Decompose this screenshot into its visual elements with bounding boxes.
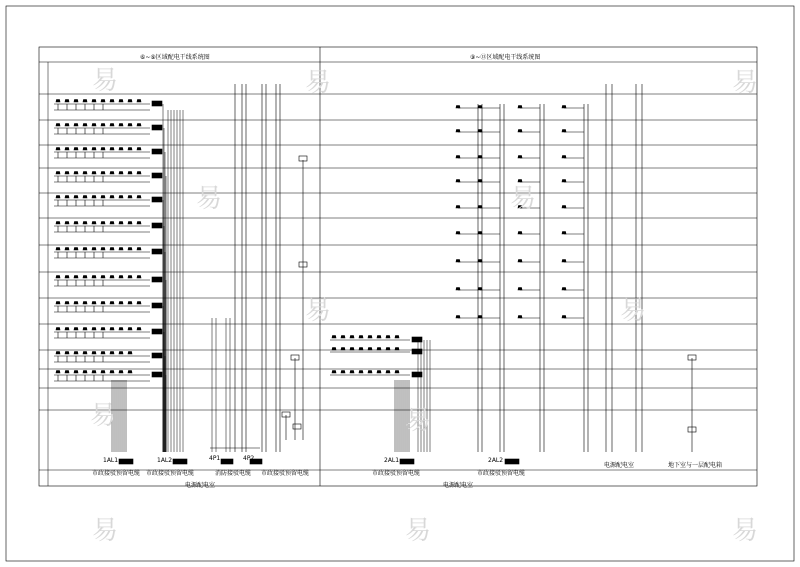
watermark-9: 易: [92, 516, 119, 546]
breaker-symbol: [74, 302, 78, 305]
breaker-symbol: [56, 172, 60, 175]
breaker-symbol: [74, 328, 78, 331]
breaker-symbol: [83, 371, 87, 374]
breaker-symbol: [478, 316, 482, 319]
breaker-symbol: [83, 148, 87, 151]
breaker-symbol: [92, 276, 96, 279]
breaker-symbol: [56, 248, 60, 251]
breaker-symbol: [110, 172, 114, 175]
breaker-symbol: [119, 222, 123, 225]
breaker-symbol: [56, 222, 60, 225]
breaker-symbol: [119, 196, 123, 199]
watermark-7: 易: [90, 401, 117, 431]
breaker-symbol: [128, 276, 132, 279]
watermark-5: 易: [305, 296, 332, 326]
distribution-box: [152, 223, 162, 228]
breaker-symbol: [562, 232, 566, 235]
breaker-symbol: [562, 130, 566, 133]
watermark-6: 易: [620, 296, 647, 326]
breaker-symbol: [128, 248, 132, 251]
breaker-symbol: [128, 328, 132, 331]
right-bottom-caption: 电源配电室: [443, 482, 474, 489]
breaker-symbol: [65, 248, 69, 251]
breaker-symbol: [119, 328, 123, 331]
watermark-3: 易: [196, 184, 223, 214]
breaker-symbol: [101, 124, 105, 127]
breaker-symbol: [101, 302, 105, 305]
breaker-symbol: [562, 180, 566, 183]
breaker-symbol: [456, 156, 460, 159]
breaker-symbol: [65, 302, 69, 305]
breaker-symbol: [137, 276, 141, 279]
breaker-symbol: [74, 172, 78, 175]
panel-label-1al1: 1AL1: [103, 457, 119, 464]
breaker-symbol: [128, 148, 132, 151]
watermark-2: 易: [305, 68, 332, 98]
breaker-symbol: [65, 124, 69, 127]
breaker-symbol: [456, 130, 460, 133]
breaker-symbol: [128, 222, 132, 225]
breaker-symbol: [92, 371, 96, 374]
breaker-symbol: [110, 371, 114, 374]
breaker-symbol: [119, 248, 123, 251]
breaker-symbol: [350, 348, 354, 351]
breaker-symbol: [332, 336, 336, 339]
distribution-box: [152, 353, 162, 358]
breaker-symbol: [119, 148, 123, 151]
breaker-symbol: [350, 336, 354, 339]
breaker-symbol: [83, 328, 87, 331]
breaker-symbol: [128, 100, 132, 103]
breaker-symbol: [377, 348, 381, 351]
distribution-box: [152, 101, 162, 106]
breaker-symbol: [359, 348, 363, 351]
left-footer-note-1: 市政接驳预留电缆: [92, 470, 141, 477]
breaker-symbol: [83, 222, 87, 225]
left-bottom-caption: 电源配电室: [185, 482, 216, 489]
breaker-symbol: [562, 260, 566, 263]
breaker-symbol: [478, 288, 482, 291]
breaker-symbol: [332, 348, 336, 351]
breaker-symbol: [478, 106, 482, 109]
breaker-symbol: [56, 352, 60, 355]
breaker-symbol: [395, 348, 399, 351]
breaker-symbol: [110, 148, 114, 151]
breaker-symbol: [74, 248, 78, 251]
breaker-symbol: [101, 276, 105, 279]
breaker-symbol: [478, 180, 482, 183]
breaker-symbol: [110, 302, 114, 305]
distribution-box: [412, 337, 422, 342]
breaker-symbol: [128, 302, 132, 305]
drawing-frame: [39, 47, 757, 486]
breaker-symbol: [92, 100, 96, 103]
breaker-symbol: [341, 371, 345, 374]
distribution-box: [152, 329, 162, 334]
distribution-box: [412, 372, 422, 377]
breaker-symbol: [456, 288, 460, 291]
breaker-symbol: [74, 352, 78, 355]
breaker-symbol: [478, 156, 482, 159]
breaker-symbol: [137, 328, 141, 331]
breaker-symbol: [562, 288, 566, 291]
breaker-symbol: [377, 336, 381, 339]
breaker-symbol: [65, 328, 69, 331]
left-footer-note-2: 市政接驳预留电缆: [146, 470, 195, 477]
breaker-symbol: [110, 100, 114, 103]
breaker-symbol: [119, 124, 123, 127]
left-panel-title: ⑥~⑨区域配电干线系统图: [140, 54, 210, 61]
distribution-box: [152, 197, 162, 202]
breaker-symbol: [137, 302, 141, 305]
breaker-symbol: [562, 206, 566, 209]
breaker-symbol: [110, 196, 114, 199]
panel-2al2: [505, 459, 519, 464]
watermark-8: 易: [405, 406, 432, 436]
breaker-symbol: [386, 348, 390, 351]
breaker-symbol: [456, 180, 460, 183]
breaker-symbol: [119, 371, 123, 374]
breaker-symbol: [359, 336, 363, 339]
breaker-symbol: [456, 232, 460, 235]
panel-1al1: [119, 459, 133, 464]
left-footer-note-3: 消防接驳电缆: [215, 470, 252, 477]
breaker-symbol: [56, 371, 60, 374]
breaker-symbol: [119, 276, 123, 279]
breaker-symbol: [74, 100, 78, 103]
breaker-symbol: [74, 222, 78, 225]
breaker-symbol: [137, 124, 141, 127]
breaker-symbol: [562, 316, 566, 319]
breaker-symbol: [56, 276, 60, 279]
watermark-10: 易: [405, 516, 432, 546]
breaker-symbol: [74, 148, 78, 151]
breaker-symbol: [101, 100, 105, 103]
breaker-symbol: [83, 276, 87, 279]
breaker-symbol: [110, 124, 114, 127]
breaker-symbol: [83, 172, 87, 175]
breaker-symbol: [65, 172, 69, 175]
distribution-box: [152, 372, 162, 377]
watermark-12: 易: [732, 68, 759, 98]
breaker-symbol: [83, 100, 87, 103]
breaker-symbol: [368, 336, 372, 339]
breaker-symbol: [518, 206, 522, 209]
breaker-symbol: [83, 196, 87, 199]
breaker-symbol: [65, 371, 69, 374]
breaker-symbol: [456, 316, 460, 319]
breaker-symbol: [562, 106, 566, 109]
breaker-symbol: [456, 106, 460, 109]
breaker-symbol: [119, 100, 123, 103]
breaker-symbol: [92, 328, 96, 331]
breaker-symbol: [74, 124, 78, 127]
breaker-symbol: [56, 196, 60, 199]
breaker-symbol: [56, 124, 60, 127]
breaker-symbol: [101, 328, 105, 331]
sheet-border: [6, 6, 794, 561]
breaker-symbol: [128, 196, 132, 199]
breaker-symbol: [119, 302, 123, 305]
watermark-1: 易: [92, 66, 119, 96]
breaker-symbol: [92, 222, 96, 225]
breaker-symbol: [65, 148, 69, 151]
breaker-symbol: [74, 371, 78, 374]
breaker-symbol: [110, 248, 114, 251]
breaker-symbol: [341, 348, 345, 351]
breaker-symbol: [56, 302, 60, 305]
breaker-symbol: [386, 371, 390, 374]
breaker-symbol: [92, 302, 96, 305]
panel-label-4p1: 4P1: [209, 455, 221, 462]
breaker-symbol: [478, 206, 482, 209]
breaker-symbol: [92, 172, 96, 175]
breaker-symbol: [101, 248, 105, 251]
watermark-11: 易: [732, 516, 759, 546]
breaker-symbol: [92, 148, 96, 151]
right-footer-note-3: 电源配电室: [604, 462, 635, 469]
breaker-symbol: [137, 100, 141, 103]
breaker-symbol: [478, 130, 482, 133]
breaker-symbol: [562, 156, 566, 159]
panel-label-2al2: 2AL2: [488, 457, 504, 464]
breaker-symbol: [74, 276, 78, 279]
breaker-symbol: [137, 196, 141, 199]
right-panel-title: ⑨~⑬区域配电干线系统图: [470, 54, 541, 61]
breaker-symbol: [518, 180, 522, 183]
breaker-symbol: [377, 371, 381, 374]
breaker-symbol: [518, 232, 522, 235]
breaker-symbol: [83, 248, 87, 251]
breaker-symbol: [518, 156, 522, 159]
distribution-box: [152, 173, 162, 178]
left-footer-note-4: 市政接驳预留电缆: [261, 470, 310, 477]
breaker-symbol: [65, 196, 69, 199]
breaker-symbol: [65, 100, 69, 103]
panel-label-4p2: 4P2: [243, 455, 255, 462]
breaker-symbol: [456, 206, 460, 209]
distribution-box: [152, 125, 162, 130]
breaker-symbol: [518, 106, 522, 109]
breaker-symbol: [101, 172, 105, 175]
panel-2al1: [400, 459, 414, 464]
breaker-symbol: [101, 196, 105, 199]
breaker-symbol: [65, 222, 69, 225]
breaker-symbol: [137, 222, 141, 225]
distribution-box: [152, 149, 162, 154]
breaker-symbol: [137, 248, 141, 251]
breaker-symbol: [128, 124, 132, 127]
breaker-symbol: [456, 260, 460, 263]
breaker-symbol: [110, 352, 114, 355]
breaker-symbol: [395, 371, 399, 374]
right-footer-note-2: 市政接驳预留电缆: [477, 470, 526, 477]
breaker-symbol: [83, 124, 87, 127]
breaker-symbol: [478, 260, 482, 263]
breaker-symbol: [518, 316, 522, 319]
breaker-symbol: [65, 352, 69, 355]
watermark-4: 易: [510, 184, 537, 214]
breaker-symbol: [74, 196, 78, 199]
breaker-symbol: [350, 371, 354, 374]
distribution-box: [152, 303, 162, 308]
breaker-symbol: [92, 248, 96, 251]
breaker-symbol: [341, 336, 345, 339]
breaker-symbol: [478, 232, 482, 235]
breaker-symbol: [101, 148, 105, 151]
panel-label-2al1: 2AL1: [384, 457, 400, 464]
breaker-symbol: [137, 148, 141, 151]
breaker-symbol: [56, 100, 60, 103]
breaker-symbol: [56, 328, 60, 331]
distribution-box: [152, 249, 162, 254]
breaker-symbol: [359, 371, 363, 374]
breaker-symbol: [92, 352, 96, 355]
breaker-symbol: [56, 148, 60, 151]
panel-label-1al2: 1AL2: [157, 457, 173, 464]
right-footer-note-1: 市政接驳预留电缆: [372, 470, 421, 477]
panel-1al2: [173, 459, 187, 464]
breaker-symbol: [83, 352, 87, 355]
breaker-symbol: [110, 222, 114, 225]
breaker-symbol: [92, 196, 96, 199]
breaker-symbol: [65, 276, 69, 279]
breaker-symbol: [137, 172, 141, 175]
riser-box: [293, 424, 301, 429]
breaker-symbol: [110, 328, 114, 331]
panel-4p1: [221, 459, 233, 464]
breaker-symbol: [128, 371, 132, 374]
breaker-symbol: [119, 172, 123, 175]
breaker-symbol: [83, 302, 87, 305]
breaker-symbol: [110, 276, 114, 279]
breaker-symbol: [518, 130, 522, 133]
breaker-symbol: [128, 352, 132, 355]
distribution-box: [412, 349, 422, 354]
breaker-symbol: [92, 124, 96, 127]
breaker-symbol: [101, 371, 105, 374]
breaker-symbol: [395, 336, 399, 339]
breaker-symbol: [101, 222, 105, 225]
right-footer-note-4: 地下室与一层配电箱: [668, 462, 723, 469]
distribution-box: [152, 277, 162, 282]
breaker-symbol: [368, 371, 372, 374]
breaker-symbol: [119, 352, 123, 355]
breaker-symbol: [518, 288, 522, 291]
breaker-symbol: [101, 352, 105, 355]
breaker-symbol: [332, 371, 336, 374]
breaker-symbol: [386, 336, 390, 339]
breaker-symbol: [368, 348, 372, 351]
breaker-symbol: [128, 172, 132, 175]
breaker-symbol: [518, 260, 522, 263]
